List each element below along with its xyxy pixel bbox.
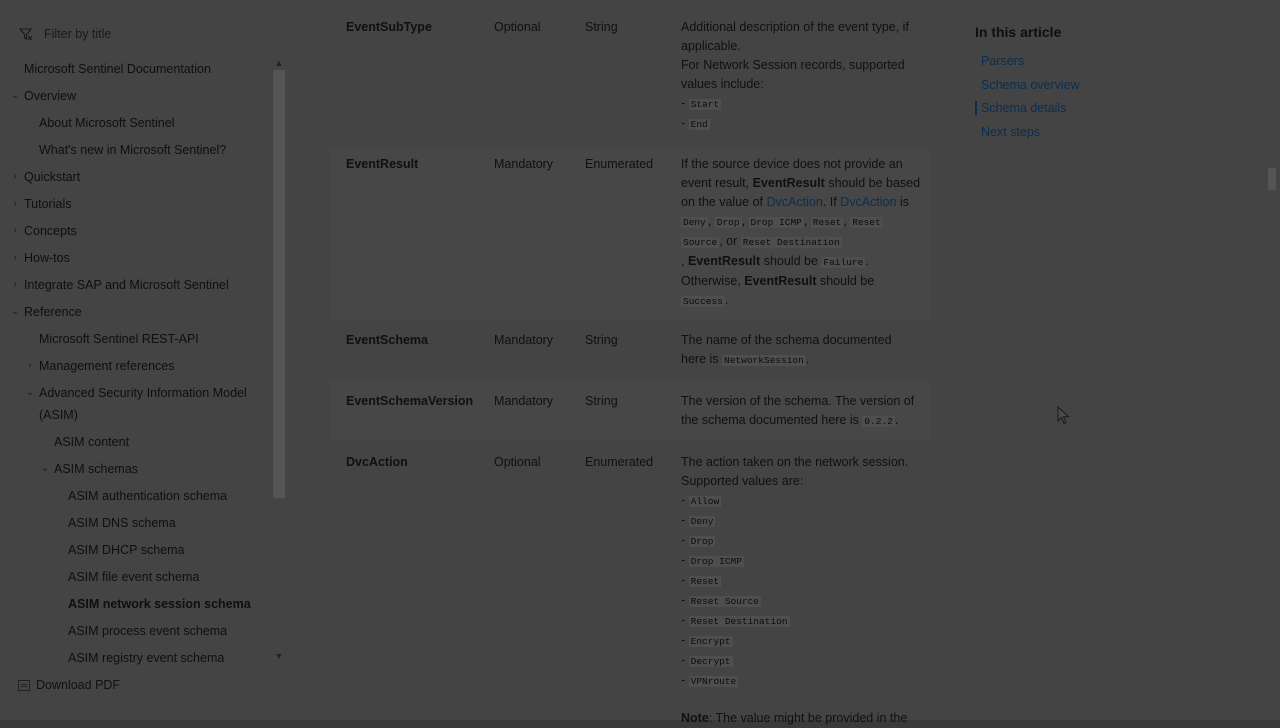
note-text: : The value might be provided in the [708, 711, 908, 725]
download-pdf-link[interactable] [18, 678, 120, 692]
code-value: Start [690, 99, 720, 110]
desc-line: , EventResult should be Failure . [681, 254, 869, 268]
toc-label: ASIM schemas [54, 462, 139, 476]
toc-item-process-event-schema[interactable] [68, 620, 227, 642]
code-value: Decrypt [690, 656, 731, 667]
field-requirement: Optional [494, 455, 541, 469]
in-this-article [975, 22, 1175, 139]
desc-text: . If [822, 195, 837, 209]
value-item: - End [681, 116, 708, 130]
desc-text: here is [681, 352, 719, 366]
desc-line: The action taken on the network session. [681, 455, 909, 469]
value-item: - Reset [681, 573, 720, 587]
chevron-right-icon: › [13, 279, 17, 290]
field-name: EventSchema [346, 333, 428, 347]
code-value: Encrypt [690, 636, 731, 647]
chevron-right-icon: › [13, 171, 17, 182]
code-value: Deny [683, 217, 706, 228]
mouse-pointer-icon [1057, 406, 1071, 426]
toc-item-tutorials[interactable] [10, 193, 71, 215]
field-name: EventResult [346, 157, 419, 171]
desc-line: here is NetworkSession . [681, 352, 810, 366]
toc-item-rest-api[interactable] [39, 328, 199, 350]
desc-line: Source , or Reset Destination [683, 234, 840, 248]
toc-label: ASIM process event schema [68, 624, 228, 638]
toc-label: Microsoft Sentinel Documentation [24, 62, 211, 76]
code-value: End [690, 119, 708, 130]
field-type: Enumerated [585, 157, 654, 171]
field-type: String [585, 394, 618, 408]
filter-icon [18, 26, 34, 42]
toc-item-integrate-sap[interactable] [10, 274, 229, 296]
desc-line: Additional description of the event type, if [681, 20, 909, 34]
desc-text: should be [819, 274, 875, 288]
desc-line: For Network Session records, supported [681, 58, 905, 72]
toc-item-auth-schema[interactable] [68, 485, 227, 507]
chevron-down-icon: ⌄ [40, 463, 50, 474]
code-value: Deny [690, 516, 714, 527]
toc-item-asim[interactable] [25, 382, 247, 404]
value-item: - Allow [681, 493, 720, 507]
code-value: NetworkSession [724, 355, 804, 366]
toc-label: Overview [24, 89, 77, 103]
chevron-down-icon: ⌄ [25, 387, 35, 398]
toc-label: ASIM content [54, 435, 130, 449]
toc-item-overview[interactable] [10, 85, 76, 107]
toc-item-asim-cont[interactable] [39, 404, 78, 426]
desc-line: The version of the schema. The version of [681, 394, 915, 408]
desc-text: or [726, 234, 738, 248]
toc-label: What's new in Microsoft Sentinel? [39, 143, 227, 157]
chevron-right-icon: › [28, 360, 32, 371]
field-ref: EventResult [687, 254, 761, 268]
toc-label: About Microsoft Sentinel [39, 116, 175, 130]
code-value: Failure [823, 257, 864, 268]
toc-label: Advanced Security Information Model [39, 386, 247, 400]
code-value: Reset [812, 217, 842, 228]
toc-label: ASIM registry event schema [68, 651, 225, 665]
code-value: 0.2.2 [864, 416, 893, 427]
dvcaction-link[interactable]: DvcAction [766, 195, 823, 209]
code-value: Drop ICMP [750, 217, 802, 228]
sidebar-toc [0, 0, 290, 720]
value-item: - Drop [681, 533, 714, 547]
toc-item-asim-schemas[interactable] [40, 458, 138, 480]
toc-label: Tutorials [24, 197, 72, 211]
code-value: Success [683, 296, 723, 307]
field-name: EventSchemaVersion [346, 394, 474, 408]
desc-line [681, 193, 926, 212]
table-row [330, 148, 930, 320]
toc-scroll-thumb[interactable] [273, 70, 285, 498]
article-link-parsers[interactable]: Parsers [981, 54, 1025, 68]
field-description [681, 392, 926, 431]
toc-item-management-references[interactable] [25, 355, 175, 377]
toc-item-file-event-schema[interactable] [68, 566, 199, 588]
desc-line: If the source device does not provide an [681, 157, 903, 171]
chevron-right-icon: › [13, 198, 17, 209]
field-ref: EventResult [752, 176, 825, 190]
desc-text: on the value of [681, 195, 764, 209]
article-link-next-steps[interactable]: Next steps [981, 125, 1041, 139]
toc-item-quickstart[interactable] [10, 166, 80, 188]
field-description [681, 18, 926, 134]
code-value: Reset [690, 576, 720, 587]
field-name: DvcAction [346, 455, 408, 469]
toc-label: Reference [24, 305, 82, 319]
toc-item-sentinel-docs[interactable] [24, 58, 211, 80]
toc-label: (ASIM) [39, 408, 78, 422]
toc-tree [0, 58, 272, 668]
value-item: - Decrypt [681, 653, 731, 667]
code-value: Drop [690, 536, 714, 547]
toc-item-concepts[interactable] [10, 220, 77, 242]
field-description [681, 453, 926, 728]
toc-item-asim-content[interactable] [54, 431, 129, 453]
value-item: - Reset Source [681, 593, 760, 607]
value-item: - Reset Destination [681, 613, 788, 627]
scroll-up-arrow-icon[interactable]: ▲ [274, 58, 284, 68]
field-type: String [585, 20, 618, 34]
toc-label: ASIM network session schema [68, 597, 251, 611]
code-value: Source [683, 237, 718, 248]
code-value: Reset Destination [690, 616, 788, 627]
desc-text: should be [763, 254, 818, 268]
toc-label: How-tos [24, 251, 70, 265]
toc-label: ASIM DNS schema [68, 516, 176, 530]
value-item: - VPNroute [681, 673, 737, 687]
desc-text: should be based [828, 176, 921, 190]
field-requirement: Mandatory [494, 394, 554, 408]
desc-line [681, 272, 926, 291]
field-requirement: Mandatory [494, 157, 554, 171]
table-row [330, 440, 930, 725]
desc-line: values include: [681, 77, 764, 91]
article-link-schema-overview[interactable]: Schema overview [981, 78, 1080, 92]
toc-label: ASIM file event schema [68, 570, 200, 584]
code-value: Reset Destination [742, 237, 840, 248]
code-value: Drop [716, 217, 740, 228]
desc-line: the schema documented here is 0.2.2 . [681, 413, 899, 427]
field-requirement: Mandatory [494, 333, 554, 347]
field-ref: EventResult [744, 274, 817, 288]
field-requirement: Optional [494, 20, 541, 34]
field-type: String [585, 333, 618, 347]
filter-input[interactable] [14, 22, 284, 46]
toc-label: Quickstart [24, 170, 81, 184]
toc-item-reference[interactable] [10, 301, 82, 323]
toc-item-whats-new[interactable] [39, 139, 226, 161]
toc-item-dns-schema[interactable] [68, 512, 176, 534]
toc-item-dhcp-schema[interactable] [68, 539, 184, 561]
code-value: Reset [852, 217, 881, 228]
toc-label: Management references [39, 359, 175, 373]
schema-table [330, 0, 930, 725]
toc-item-how-tos[interactable] [10, 247, 70, 269]
code-value: Drop ICMP [690, 556, 742, 567]
toc-label: ASIM DHCP schema [68, 543, 185, 557]
value-item: - Encrypt [681, 633, 731, 647]
toc-label: Concepts [24, 224, 77, 238]
table-row [330, 320, 930, 380]
filter-placeholder: Filter by title [44, 27, 112, 41]
note-line [681, 709, 926, 728]
chevron-down-icon: ⌄ [10, 90, 20, 101]
code-value: Allow [690, 496, 720, 507]
code-value: Reset Source [690, 596, 760, 607]
chevron-right-icon: › [13, 225, 17, 236]
desc-text: event result, [681, 176, 750, 190]
value-item: - Start [681, 96, 720, 110]
table-row [330, 380, 930, 440]
in-this-article-heading: In this article [975, 24, 1062, 40]
download-pdf-label: Download PDF [36, 678, 121, 692]
desc-line: The name of the schema documented [681, 333, 892, 347]
toc-label: Microsoft Sentinel REST-API [39, 332, 199, 346]
value-item: - Deny [681, 513, 714, 527]
note-label: Note [681, 711, 709, 725]
desc-line [681, 174, 926, 193]
value-item: - Drop ICMP [681, 553, 742, 567]
toc-label: Integrate SAP and Microsoft Sentinel [24, 278, 229, 292]
desc-line: applicable. [681, 39, 741, 53]
toc-item-registry-event-schema[interactable] [68, 647, 224, 668]
desc-line: Success . [683, 293, 729, 307]
toc-item-about[interactable] [39, 112, 175, 134]
toc-label: ASIM authentication schema [68, 489, 228, 503]
scroll-down-arrow-icon[interactable]: ▼ [274, 651, 284, 661]
field-description [681, 331, 926, 370]
field-description [681, 155, 926, 311]
article-link-schema-details[interactable]: Schema details [975, 101, 1066, 115]
field-name: EventSubType [346, 20, 432, 34]
page-scroll-thumb[interactable] [1268, 168, 1276, 190]
desc-text: Otherwise, [681, 274, 741, 288]
chevron-right-icon: › [13, 252, 17, 263]
desc-line: Supported values are: [681, 474, 804, 488]
desc-text: the schema documented here is [681, 413, 859, 427]
field-type: Enumerated [585, 455, 654, 469]
dvcaction-link[interactable]: DvcAction [840, 195, 897, 209]
code-value: VPNroute [690, 676, 737, 687]
table-row [330, 0, 930, 148]
desc-line: Deny , Drop , Drop ICMP , Reset , Reset [683, 214, 881, 228]
toc-item-network-session-schema[interactable] [68, 593, 251, 615]
chevron-down-icon: ⌄ [10, 306, 20, 317]
document-icon [18, 680, 30, 691]
desc-text: is [899, 195, 909, 209]
